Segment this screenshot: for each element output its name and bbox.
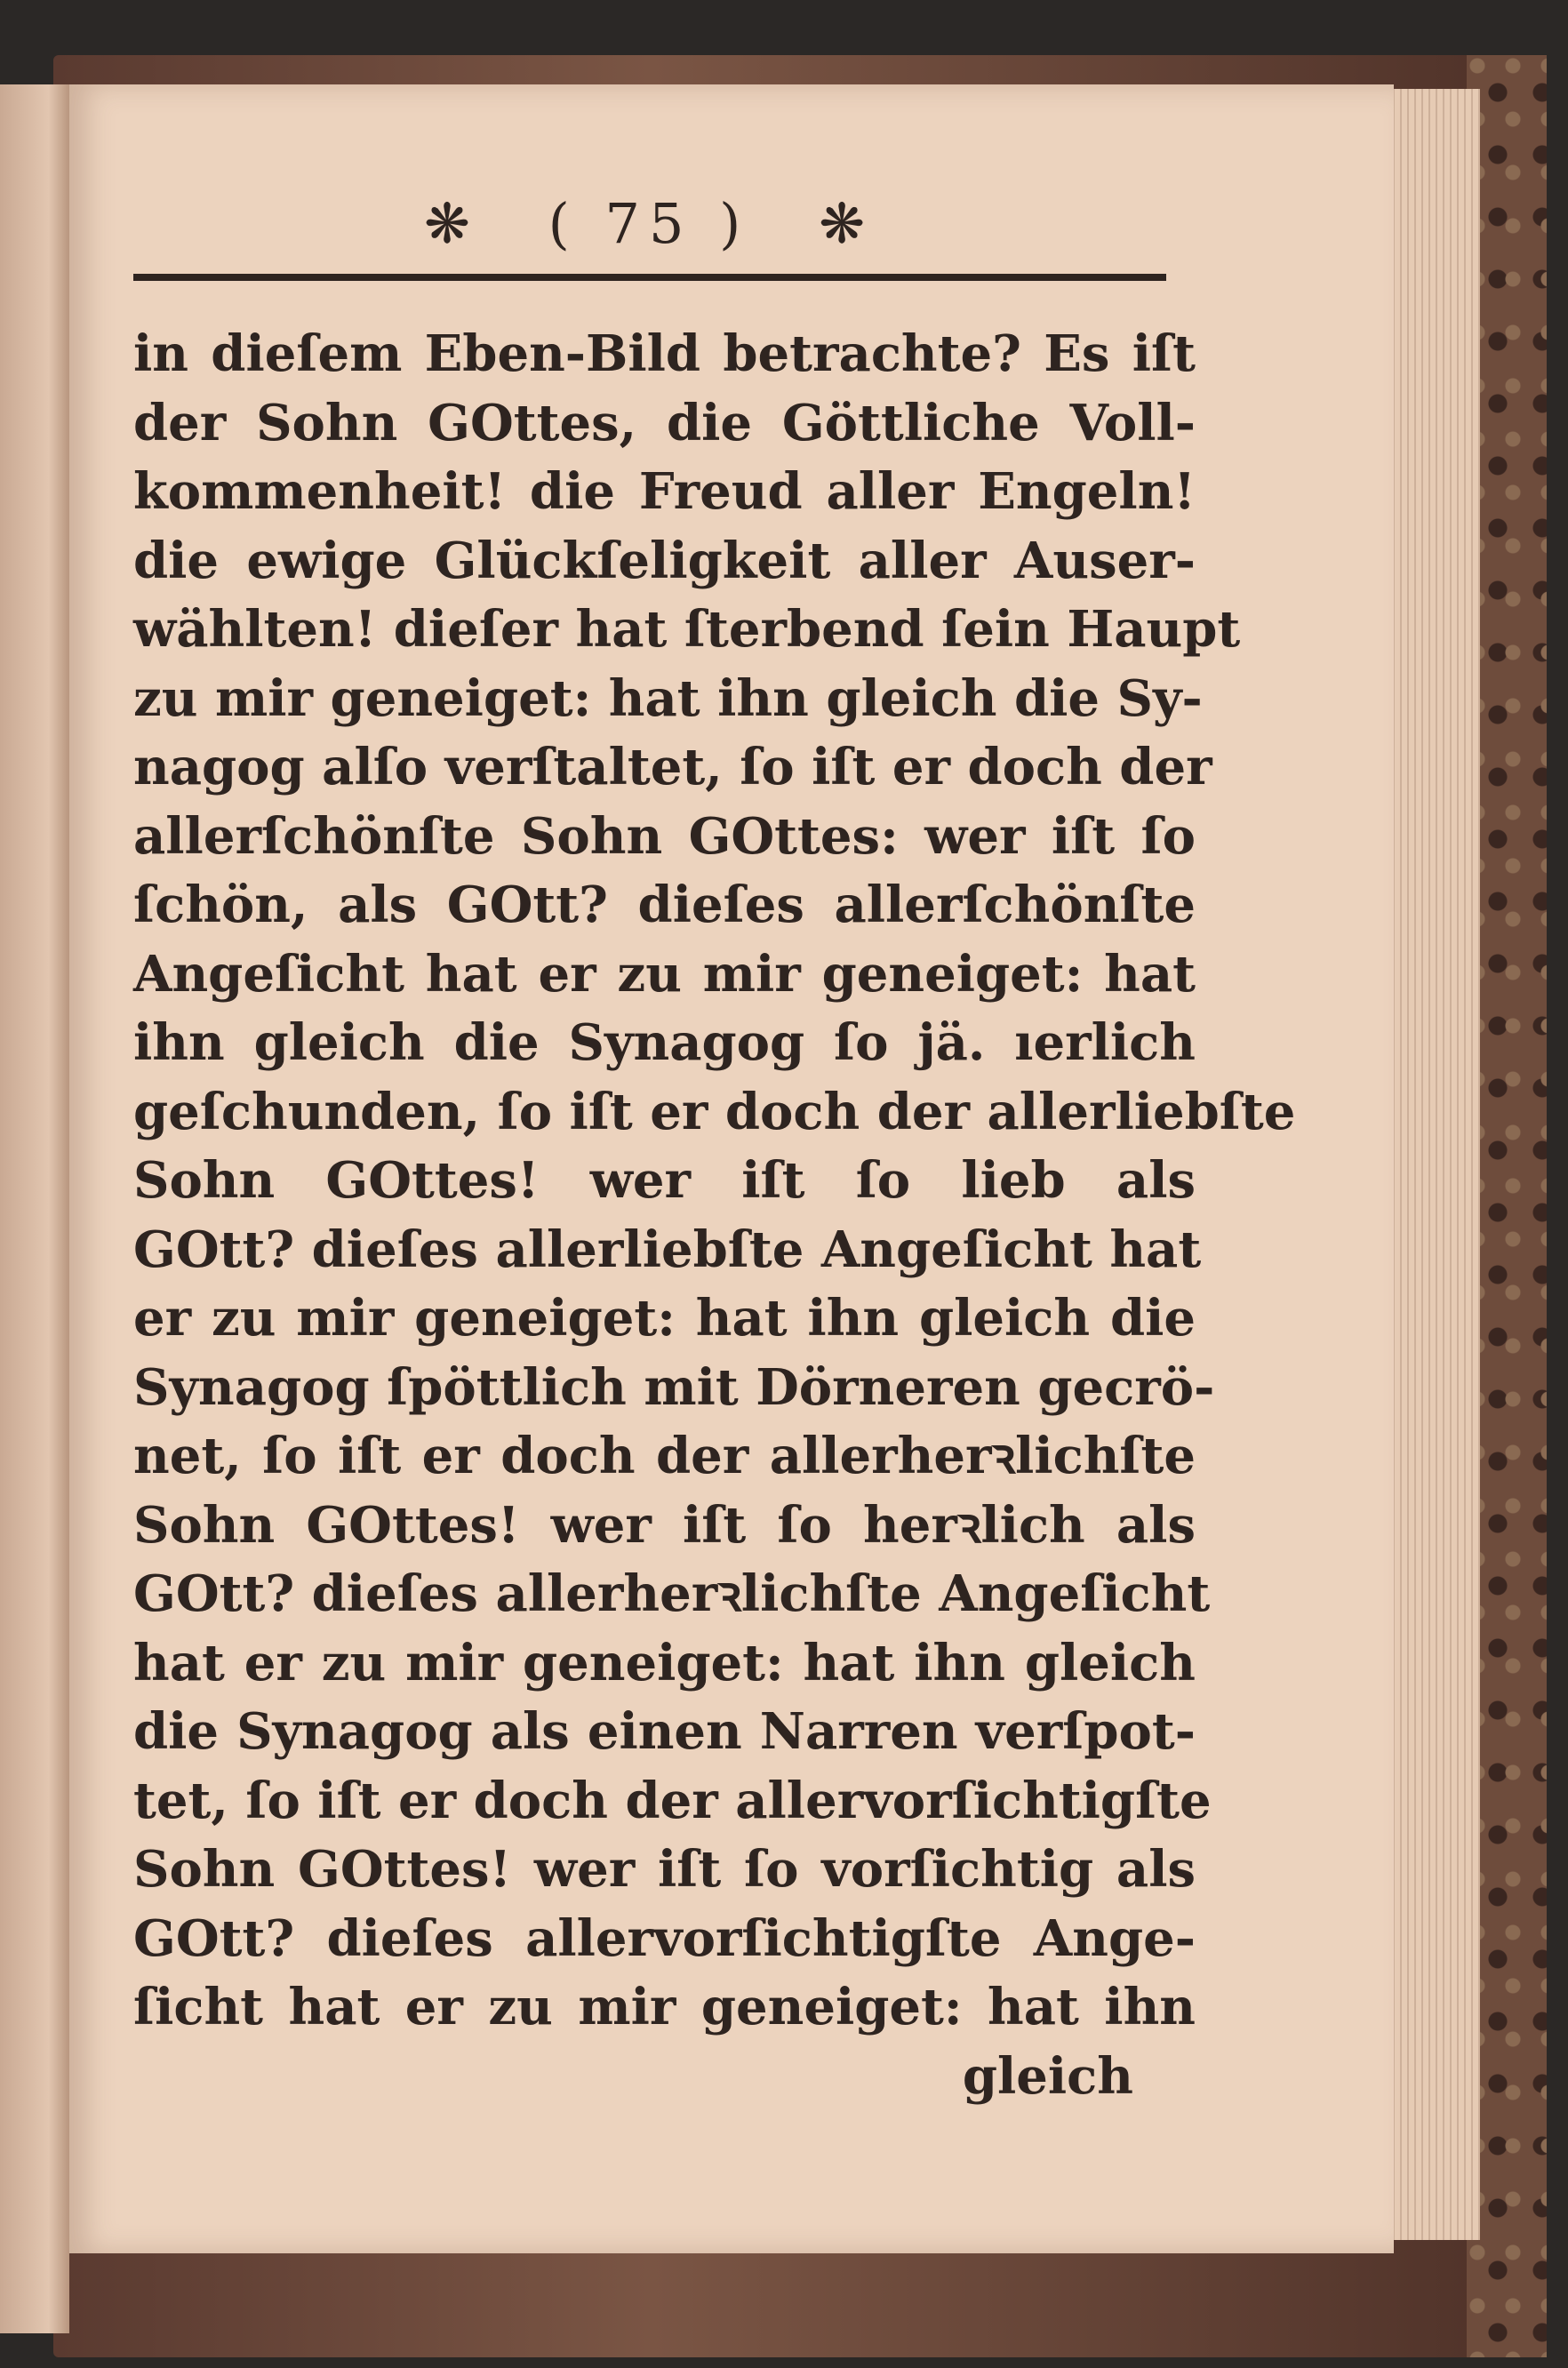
text-line: er zu mir geneiget: hat ihn gleich die [133, 1289, 1196, 1348]
text-line: ihn gleich die Synagog ſo jä. ıerlich [133, 1013, 1196, 1072]
text-line: kommenheit! die Freud aller Engeln! [133, 462, 1196, 521]
text-line: die ewige Glückſeligkeit aller Auser‐ [133, 531, 1196, 590]
ornament-left-icon: ❋ [423, 191, 479, 256]
text-line: GOtt? dieſes allerherꝛlichſte Angeſicht [133, 1564, 1211, 1623]
previous-page-edge [0, 84, 69, 2333]
text-line: Sohn GOttes! wer iſt ſo vorſichtig als [133, 1840, 1196, 1899]
text-line: nagog alſo verſtaltet, ſo iſt er doch der [133, 738, 1212, 796]
text-line: in dieſem Eben‐Bild betrachte? Es iſt [133, 324, 1196, 383]
text-line: ſicht hat er zu mir geneiget: hat ihn [133, 1978, 1196, 2036]
header-rule [133, 274, 1166, 281]
text-line: Synagog ſpöttlich mit Dörneren gecrö‐ [133, 1357, 1215, 1417]
text-line: Sohn GOttes! wer iſt ſo herꝛlich als [133, 1495, 1196, 1555]
text-line: GOtt? dieſes allerliebſte Angeſicht hat [133, 1220, 1202, 1279]
page-number: ( 75 ) [548, 191, 750, 256]
text-line: die Synagog als einen Narren verſpot‐ [133, 1702, 1196, 1761]
text-line: wählten! dieſer hat ſterbend ſein Haupt [133, 600, 1241, 659]
text-line: Sohn GOttes! wer iſt ſo lieb als [133, 1151, 1196, 1210]
text-line: zu mir geneiget: hat ihn gleich die Sy‐ [133, 668, 1203, 728]
running-header [133, 191, 1164, 256]
text-line: Angeſicht hat er zu mir geneiget: hat [133, 944, 1196, 1004]
page-text [133, 320, 1296, 2111]
text-line: hat er zu mir geneiget: hat ihn gleich [133, 1633, 1196, 1692]
text-line: ſchön, als GOtt? dieſes allerſchönſte [133, 876, 1196, 934]
text-line: net, ſo iſt er doch der allerherꝛlichſte [133, 1427, 1196, 1485]
text-line: allerſchönſte Sohn GOttes: wer iſt ſo [133, 806, 1196, 866]
text-line: geſchunden, ſo iſt er doch der allerliebſte [133, 1082, 1296, 1141]
catchword: gleich [962, 2046, 1133, 2106]
text-line: tet, ſo iſt er doch der allervorſichtigſte [133, 1771, 1212, 1830]
text-line: der Sohn GOttes, die Göttliche Voll‐ [133, 393, 1196, 452]
ornament-right-icon: ❋ [819, 191, 875, 256]
text-line: GOtt? dieſes allervorſichtigſte Ange‐ [133, 1908, 1196, 1968]
